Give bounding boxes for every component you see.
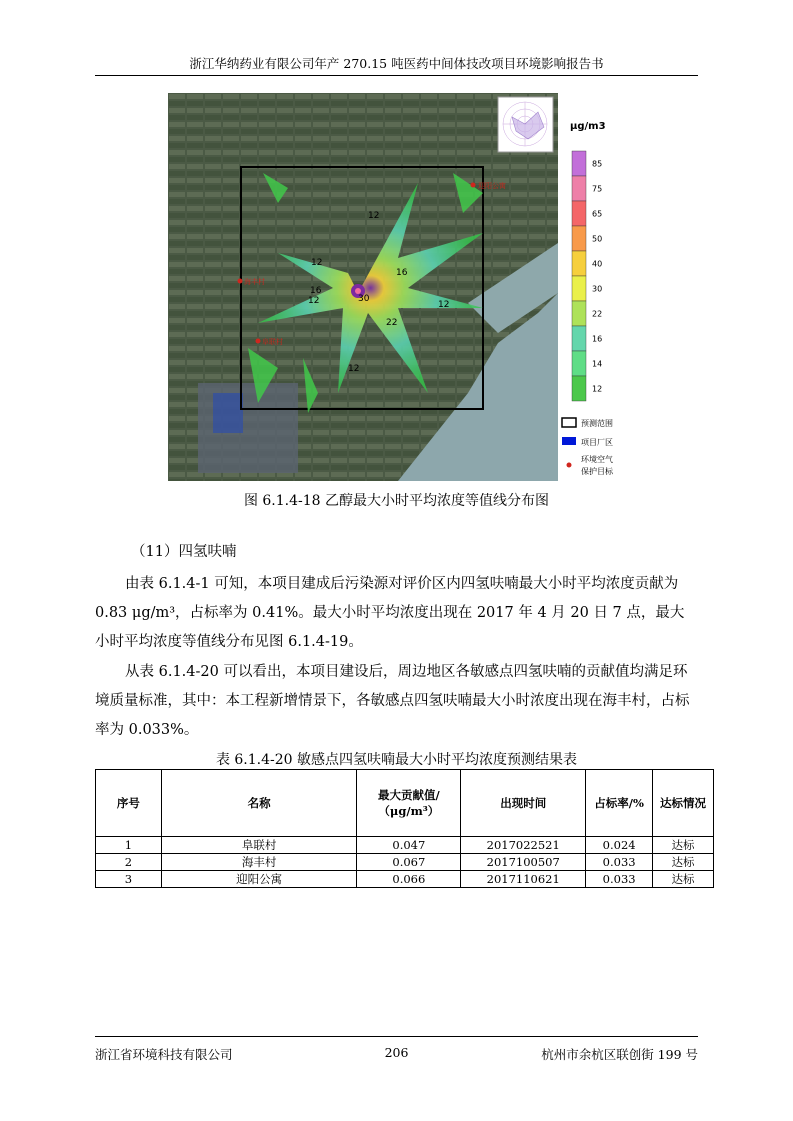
- results-table: [95, 769, 714, 888]
- cell: 海丰村: [161, 854, 357, 871]
- header-name: 名称: [161, 770, 357, 837]
- table-row: [96, 871, 714, 888]
- section-heading: （11）四氢呋喃: [131, 544, 237, 560]
- site-label: 阜联村: [262, 338, 283, 346]
- cell: 达标: [653, 854, 714, 871]
- legend-project-site-swatch: [562, 437, 576, 445]
- table-row: [96, 837, 714, 854]
- footer-address: 杭州市余杭区联创街 199 号: [541, 1047, 698, 1062]
- sensitive-site-marker: [238, 279, 243, 284]
- legend-site-label-line1: 环境空气: [581, 455, 613, 464]
- header-index: 序号: [96, 770, 162, 837]
- body-paragraph: 从表 6.1.4-20 可以看出，本项目建设后，周边地区各敏感点四氢呋喃的贡献值均满足环境质量标准，其中：本工程新增情景下，各敏感点四氢呋喃最大小时浓度出现在海丰村，占标率为 0.033%。: [95, 664, 690, 738]
- contour-label: 16: [310, 286, 322, 296]
- colorbar-tick-label: 16: [592, 334, 603, 344]
- cell: 3: [96, 871, 162, 888]
- colorbar-tick-label: 65: [592, 209, 603, 219]
- cell: 2017022521: [461, 837, 586, 854]
- site-label: 迎阳公寓: [478, 182, 506, 190]
- contour-label: 30: [358, 294, 370, 304]
- colorbar-segment: [572, 176, 586, 201]
- cell: 阜联村: [161, 837, 357, 854]
- cell: 0.033: [586, 854, 653, 871]
- colorbar-tick-label: 30: [592, 284, 603, 294]
- page-header-title: 浙江华纳药业有限公司年产 270.15 吨医药中间体技改项目环境影响报告书: [189, 56, 604, 71]
- site-label: 海丰村: [244, 278, 265, 286]
- colorbar-tick-label: 75: [592, 184, 603, 194]
- legend-site-label-line2: 保护目标: [581, 467, 613, 476]
- colorbar-segment: [572, 151, 586, 176]
- cell: 0.067: [357, 854, 461, 871]
- cell: 达标: [653, 837, 714, 854]
- cell: 2017100507: [461, 854, 586, 871]
- cell: 0.047: [357, 837, 461, 854]
- cell: 达标: [653, 871, 714, 888]
- contour-label: 12: [311, 258, 323, 268]
- page-number: 206: [384, 1045, 409, 1060]
- colorbar-tick-label: 12: [592, 384, 603, 394]
- cell: 0.033: [586, 871, 653, 888]
- body-paragraph: 由表 6.1.4-1 可知，本项目建成后污染源对评价区内四氢呋喃最大小时平均浓度贡献为 0.83 μg/m³，占标率为 0.41%。最大小时平均浓度出现在 2017 年 4 月 20 日 7 点，最大小时平均浓度等值线分布见图 6.1.4-19。: [95, 576, 685, 650]
- contour-label: 12: [438, 300, 450, 310]
- header-max-value-line2: （μg/m³）: [378, 804, 440, 818]
- figure-caption: 图 6.1.4-18 乙醇最大小时平均浓度等值线分布图: [243, 493, 550, 509]
- colorbar-tick-label: 50: [592, 234, 603, 244]
- header-divider: [95, 75, 698, 76]
- colorbar-tick-label: 14: [592, 359, 603, 369]
- legend-prediction-range-swatch: [562, 418, 576, 427]
- header-time: 出现时间: [461, 770, 586, 837]
- header-max-value: [357, 770, 461, 837]
- colorbar-tick-label: 40: [592, 259, 603, 269]
- footer-divider: [95, 1036, 698, 1037]
- legend-project-site-label: 项目厂区: [581, 438, 613, 447]
- colorbar-segment: [572, 301, 586, 326]
- contour-label: 22: [386, 318, 398, 328]
- sensitive-site-marker: [256, 339, 261, 344]
- cell: 0.066: [357, 871, 461, 888]
- cell: 迎阳公寓: [161, 871, 357, 888]
- contour-label: 12: [308, 296, 320, 306]
- table-header-row: [96, 770, 714, 837]
- colorbar-unit: μg/m3: [570, 121, 606, 132]
- colorbar-segment: [572, 276, 586, 301]
- contour-label: 16: [396, 268, 408, 278]
- wind-rose: [498, 97, 553, 152]
- header-ratio: 占标率/%: [586, 770, 653, 837]
- contour-label: 12: [368, 211, 380, 221]
- cell: 1: [96, 837, 162, 854]
- cell: 0.024: [586, 837, 653, 854]
- colorbar-segment: [572, 326, 586, 351]
- legend-prediction-range-label: 预测范围: [581, 419, 613, 428]
- cell: 2: [96, 854, 162, 871]
- colorbar-tick-label: 85: [592, 159, 603, 169]
- table-caption: 表 6.1.4-20 敏感点四氢呋喃最大小时平均浓度预测结果表: [215, 752, 578, 768]
- table-row: [96, 854, 714, 871]
- colorbar-segment: [572, 251, 586, 276]
- project-site: [213, 393, 243, 433]
- cell: 2017110621: [461, 871, 586, 888]
- header-compliance: 达标情况: [653, 770, 714, 837]
- colorbar-segment: [572, 351, 586, 376]
- legend-site-marker: [567, 463, 572, 468]
- contour-map-figure: [168, 93, 636, 481]
- colorbar-segment: [572, 226, 586, 251]
- colorbar-segment: [572, 201, 586, 226]
- colorbar-segment: [572, 376, 586, 401]
- colorbar-tick-label: 22: [592, 309, 603, 319]
- contour-label: 12: [348, 364, 360, 374]
- footer-company: 浙江省环境科技有限公司: [95, 1047, 233, 1062]
- sensitive-site-marker: [471, 183, 476, 188]
- header-max-value-line1: 最大贡献值/: [378, 788, 440, 802]
